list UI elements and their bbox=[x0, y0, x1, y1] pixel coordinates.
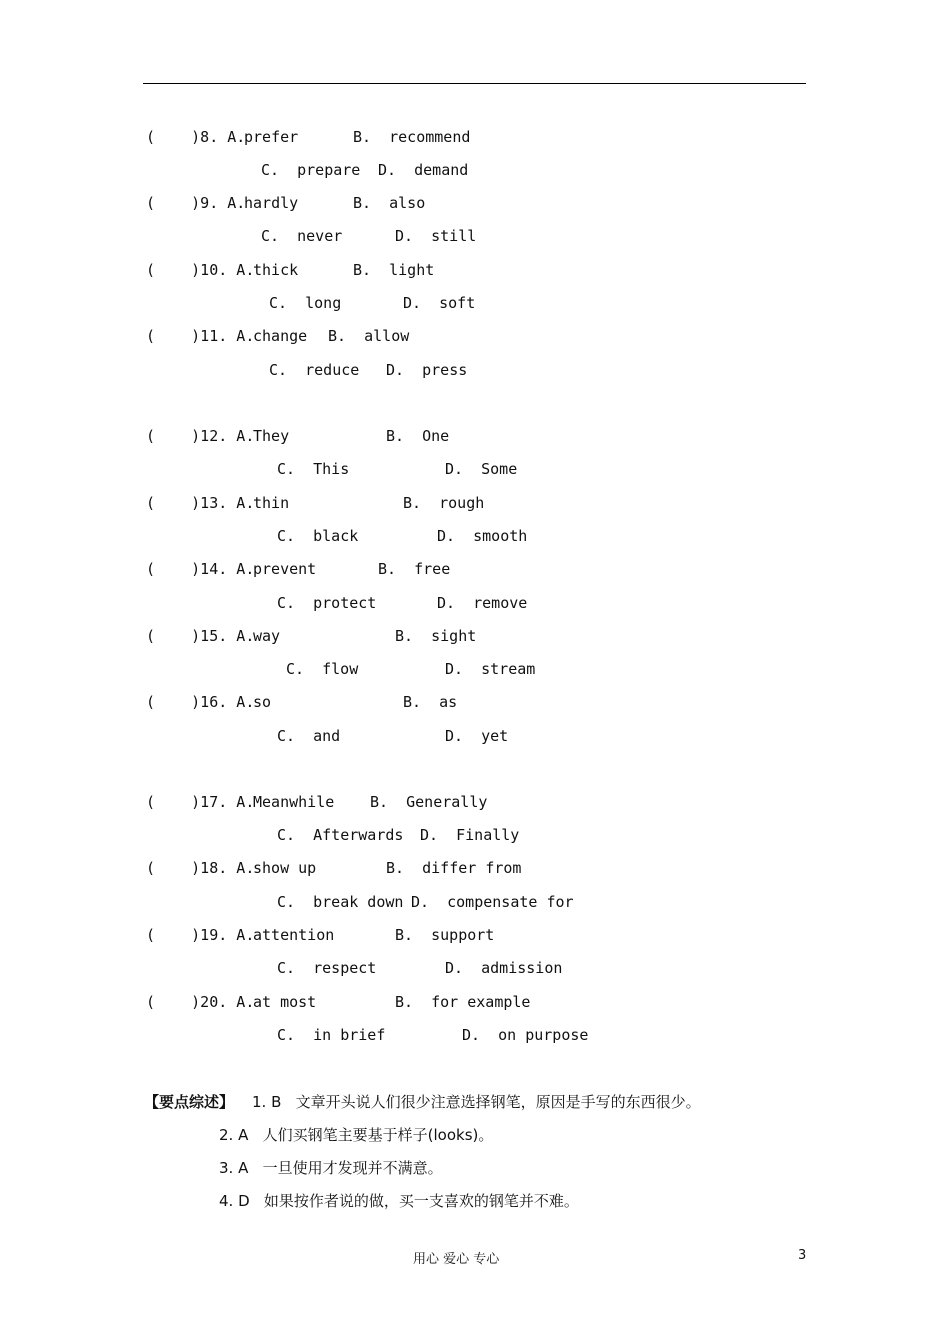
footer-text: 用心 爱心 专心 bbox=[413, 1252, 500, 1267]
summary-item: 4. D 如果按作者说的做，买一支喜欢的钢笔并不难。 bbox=[219, 1192, 579, 1210]
option-d: D. soft bbox=[403, 294, 476, 312]
option-b: B. differ from bbox=[386, 859, 522, 877]
option-a: Meanwhile bbox=[253, 793, 335, 811]
summary-item: 2. A 人们买钢笔主要基于样子(looks)。 bbox=[219, 1126, 494, 1144]
question-number: ( )15. A. bbox=[146, 627, 255, 645]
page-number: 3 bbox=[798, 1248, 807, 1263]
option-a: hardly bbox=[244, 194, 299, 212]
option-c: C. flow bbox=[286, 660, 359, 678]
question-number: ( )17. A. bbox=[146, 793, 255, 811]
question-number: ( )18. A. bbox=[146, 859, 255, 877]
option-d: D. admission bbox=[445, 959, 563, 977]
option-c: C. respect bbox=[277, 959, 377, 977]
question-number: ( )11. A. bbox=[146, 327, 255, 345]
option-c: C. protect bbox=[277, 594, 377, 612]
option-d: D. demand bbox=[378, 161, 469, 179]
option-d: D. press bbox=[386, 361, 468, 379]
option-c: C. and bbox=[277, 727, 341, 745]
option-b: B. One bbox=[386, 427, 450, 445]
option-c: C. never bbox=[261, 227, 343, 245]
option-d: D. stream bbox=[445, 660, 536, 678]
option-d: D. on purpose bbox=[462, 1026, 589, 1044]
question-number: ( )19. A. bbox=[146, 926, 255, 944]
question-number: ( )12. A. bbox=[146, 427, 255, 445]
option-b: B. recommend bbox=[353, 128, 471, 146]
header-rule bbox=[143, 83, 806, 84]
question-number: ( )14. A. bbox=[146, 560, 255, 578]
option-a: prevent bbox=[253, 560, 317, 578]
option-b: B. as bbox=[403, 693, 458, 711]
option-b: B. free bbox=[378, 560, 451, 578]
option-c: C. This bbox=[277, 460, 350, 478]
question-number: ( )16. A. bbox=[146, 693, 255, 711]
option-a: at most bbox=[253, 993, 317, 1011]
option-c: C. in brief bbox=[277, 1026, 386, 1044]
option-b: B. rough bbox=[403, 494, 485, 512]
option-a: thick bbox=[253, 261, 299, 279]
option-d: D. yet bbox=[445, 727, 509, 745]
option-c: C. black bbox=[277, 527, 359, 545]
option-b: B. Generally bbox=[370, 793, 488, 811]
option-c: C. reduce bbox=[269, 361, 360, 379]
option-a: thin bbox=[253, 494, 290, 512]
question-number: ( )10. A. bbox=[146, 261, 255, 279]
question-number: ( )8. A. bbox=[146, 128, 246, 146]
option-c: C. prepare bbox=[261, 161, 361, 179]
option-a: show up bbox=[253, 859, 317, 877]
option-c: C. break down bbox=[277, 893, 404, 911]
option-d: D. smooth bbox=[437, 527, 528, 545]
option-d: D. still bbox=[395, 227, 477, 245]
option-c: C. Afterwards bbox=[277, 826, 404, 844]
option-b: B. support bbox=[395, 926, 495, 944]
option-b: B. sight bbox=[395, 627, 477, 645]
option-c: C. long bbox=[269, 294, 342, 312]
question-number: ( )13. A. bbox=[146, 494, 255, 512]
option-b: B. light bbox=[353, 261, 435, 279]
option-d: D. Some bbox=[445, 460, 518, 478]
option-b: B. allow bbox=[328, 327, 410, 345]
summary-item: 1. B 文章开头说人们很少注意选择钢笔，原因是手写的东西很少。 bbox=[252, 1093, 701, 1111]
option-a: prefer bbox=[244, 128, 299, 146]
summary-item: 3. A 一旦使用才发现并不满意。 bbox=[219, 1159, 443, 1177]
option-a: attention bbox=[253, 926, 335, 944]
option-d: D. compensate for bbox=[411, 893, 574, 911]
option-b: B. for example bbox=[395, 993, 531, 1011]
option-a: way bbox=[253, 627, 281, 645]
option-a: change bbox=[253, 327, 308, 345]
summary-heading: 【要点综述】 bbox=[144, 1093, 235, 1111]
option-a: so bbox=[253, 693, 272, 711]
option-d: D. Finally bbox=[420, 826, 520, 844]
question-number: ( )20. A. bbox=[146, 993, 255, 1011]
option-b: B. also bbox=[353, 194, 426, 212]
option-d: D. remove bbox=[437, 594, 528, 612]
option-a: They bbox=[253, 427, 290, 445]
question-number: ( )9. A. bbox=[146, 194, 246, 212]
